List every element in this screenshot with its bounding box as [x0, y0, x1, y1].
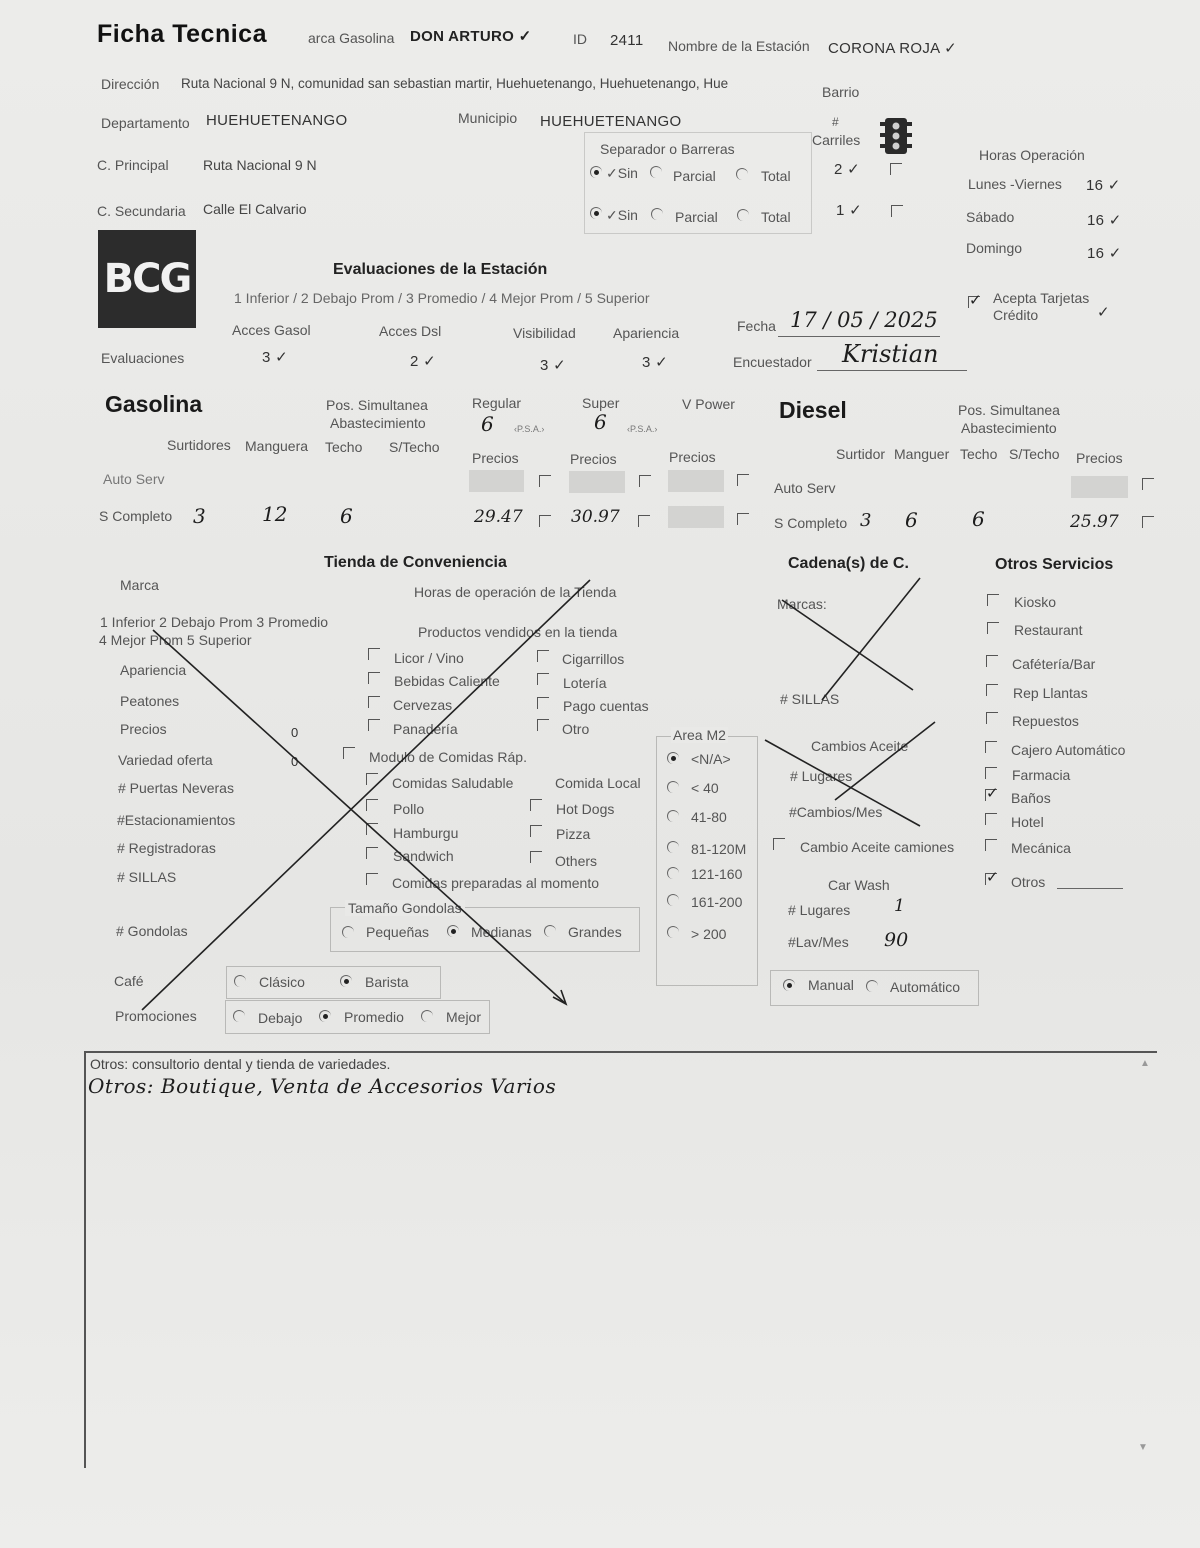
area-opt-5-label: 161-200	[691, 894, 743, 910]
prod-panaderia-checkbox[interactable]	[368, 719, 380, 731]
tienda-left-5: #Estacionamientos	[117, 812, 236, 828]
marca-value[interactable]: DON ARTURO ✓	[410, 28, 532, 45]
tienda-scale-2: 4 Mejor Prom 5 Superior	[99, 632, 252, 648]
prod-bebidas-label: Bebidas Caliente	[394, 673, 500, 689]
sep1-total-label: Total	[761, 168, 791, 184]
notes-typed[interactable]: Otros: consultorio dental y tienda de variedades.	[90, 1056, 391, 1072]
tarjetas-checkbox[interactable]	[968, 296, 980, 308]
gasolina-pos-label: Pos. Simultanea	[326, 397, 428, 413]
tienda-title: Tienda de Conveniencia	[324, 554, 507, 571]
horas-value-1[interactable]: 16 ✓	[1087, 212, 1122, 229]
gas-col-stecho: S/Techo	[389, 439, 440, 455]
notes-top-border	[84, 1051, 1157, 1053]
cafe-barista-label: Barista	[365, 974, 409, 990]
gondola-medianas-radio[interactable]	[447, 925, 459, 937]
municipio-label: Municipio	[458, 110, 518, 126]
area-opt-1-label: < 40	[691, 780, 719, 796]
diesel-pos-label2: Abastecimiento	[961, 420, 1057, 436]
id-value[interactable]: 2411	[610, 32, 644, 49]
prod-loteria-label: Lotería	[563, 675, 607, 691]
prod-cigarrillos-label: Cigarrillos	[562, 651, 625, 667]
tienda-horas-label: Horas de operación de la Tienda	[414, 584, 617, 600]
local-pollo-label: Pollo	[393, 801, 425, 817]
cadena-title: Cadena(s) de C.	[788, 555, 909, 572]
marca-label: arca Gasolina	[308, 30, 395, 46]
diesel-scompleto-techo[interactable]: 6	[972, 507, 985, 531]
local-hotdogs-label: Hot Dogs	[556, 801, 615, 817]
sep1-total-radio[interactable]	[736, 168, 748, 180]
csecundaria-value[interactable]: Calle El Calvario	[203, 201, 307, 217]
local-pizza-checkbox[interactable]	[530, 825, 542, 837]
diesel-title: Diesel	[779, 397, 847, 423]
regular-value[interactable]: 6	[481, 412, 494, 436]
gas-autoserv-vpower-checkbox[interactable]	[737, 474, 749, 486]
cadena-marcas-label: Marcas:	[777, 596, 827, 612]
diesel-col-techo: Techo	[960, 446, 998, 462]
scroll-up-icon[interactable]: ▲	[1140, 1058, 1150, 1069]
promo-mejor-label: Mejor	[446, 1009, 482, 1025]
diesel-scompleto-manguer[interactable]: 6	[905, 508, 918, 532]
gas-autoserv-super-field[interactable]	[569, 471, 625, 493]
gas-scompleto-vpower-field[interactable]	[668, 506, 724, 528]
prod-licor-label: Licor / Vino	[394, 650, 464, 666]
servicio-cajero-label: Cajero Automático	[1011, 742, 1126, 758]
promo-debajo-radio[interactable]	[233, 1010, 245, 1022]
area-title: Area M2	[673, 727, 726, 743]
local-hotdogs-checkbox[interactable]	[530, 799, 542, 811]
municipio-value[interactable]: HUEHUETENANGO	[540, 113, 682, 130]
sep2-total-label: Total	[761, 209, 791, 225]
super-label: Super	[582, 395, 620, 411]
area-opt-3-radio[interactable]	[667, 841, 679, 853]
servicio-hotel-checkbox[interactable]	[985, 813, 997, 825]
eval-col-1-label: Acces Dsl	[379, 323, 442, 339]
encuestador-value[interactable]: Kristian	[842, 340, 939, 368]
servicio-otros-underline	[1057, 888, 1123, 889]
scroll-down-icon[interactable]: ▼	[1138, 1442, 1148, 1453]
servicio-farmacia-checkbox[interactable]	[985, 767, 997, 779]
preparadas-checkbox[interactable]	[366, 873, 378, 885]
promo-label: Promociones	[115, 1008, 197, 1024]
tarjetas-label2: Crédito	[993, 307, 1039, 323]
local-sandwich-checkbox[interactable]	[366, 847, 378, 859]
servicio-restaurant-checkbox[interactable]	[987, 622, 999, 634]
tarjetas-label: Acepta Tarjetas	[993, 290, 1090, 306]
horas-day-2: Domingo	[966, 240, 1023, 256]
prod-panaderia-label: Panadería	[393, 721, 458, 737]
gas-autoserv-super-checkbox[interactable]	[639, 475, 651, 487]
promo-debajo-label: Debajo	[258, 1010, 303, 1026]
servicio-banos-label: Baños	[1011, 790, 1051, 806]
gas-col-surtidores: Surtidores	[167, 437, 231, 453]
evaluaciones-title: Evaluaciones de la Estación	[333, 261, 548, 278]
area-opt-3-label: 81-120M	[691, 841, 747, 857]
cw-automatico-radio[interactable]	[866, 980, 878, 992]
cw-lav-value[interactable]: 90	[884, 929, 909, 951]
gas-scompleto-super-checkbox[interactable]	[638, 515, 650, 527]
servicio-repuestos-checkbox[interactable]	[986, 712, 998, 724]
eval-col-3-value[interactable]: 3 ✓	[642, 354, 668, 371]
carriles-row2[interactable]: 1 ✓	[836, 202, 862, 219]
barrio-label: Barrio	[822, 84, 860, 100]
diesel-autoserv-checkbox[interactable]	[1142, 478, 1154, 490]
area-opt-4-radio[interactable]	[667, 867, 679, 879]
productos-title: Productos vendidos en la tienda	[418, 624, 618, 640]
prod-pago-label: Pago cuentas	[563, 698, 649, 714]
gas-scompleto-surtidores[interactable]: 3	[193, 504, 206, 528]
cw-lugares-value[interactable]: 1	[894, 896, 905, 916]
area-opt-2-radio[interactable]	[667, 810, 679, 822]
tienda-left-8: # Gondolas	[116, 923, 188, 939]
local-hamburgu-label: Hamburgu	[393, 825, 459, 841]
gasolina-title: Gasolina	[105, 391, 203, 417]
gas-precios-super-label: Precios	[570, 451, 617, 467]
area-box	[656, 736, 758, 986]
camiones-checkbox[interactable]	[773, 838, 785, 850]
servicio-cafeteria-checkbox[interactable]	[986, 655, 998, 667]
gondola-pequenas-label: Pequeñas	[366, 924, 430, 940]
gas-col-techo: Techo	[325, 439, 363, 455]
carwash-title: Car Wash	[828, 877, 890, 893]
sep2-sin-radio[interactable]	[590, 207, 602, 219]
promo-promedio-radio[interactable]	[319, 1010, 331, 1022]
gas-precios-vpower-label: Precios	[669, 449, 716, 465]
prod-otro-label: Otro	[562, 721, 590, 737]
gondolas-title: Tamaño Gondolas	[345, 900, 465, 916]
horas-day-0: Lunes -Viernes	[968, 176, 1062, 192]
gondola-pequenas-radio[interactable]	[342, 926, 354, 938]
tienda-scale-1: 1 Inferior 2 Debajo Prom 3 Promedio	[100, 614, 328, 630]
bcg-logo: BCG	[98, 230, 196, 328]
carriles-label: Carriles	[812, 132, 861, 148]
separador-title: Separador o Barreras	[600, 141, 735, 157]
carriles-hash: #	[832, 115, 839, 129]
carriles-row1-checkbox[interactable]	[890, 163, 902, 175]
aceite-title: Cambios Aceite	[811, 738, 909, 754]
servicio-cafeteria-label: Cafétería/Bar	[1012, 656, 1096, 672]
cafe-barista-radio[interactable]	[340, 975, 352, 987]
horas-day-1: Sábado	[966, 209, 1015, 225]
gas-autoserv-vpower-field[interactable]	[668, 470, 724, 492]
diesel-col-precios: Precios	[1076, 450, 1123, 466]
servicio-mecanica-label: Mecánica	[1011, 840, 1071, 856]
tienda-precios-value[interactable]: 0	[291, 725, 299, 740]
modulo-label: Modulo de Comidas Ráp.	[369, 749, 527, 765]
super-psa: ‹P.S.A.›	[627, 424, 658, 434]
promo-mejor-radio[interactable]	[421, 1010, 433, 1022]
servicio-farmacia-label: Farmacia	[1012, 767, 1071, 783]
vpower-label: V Power	[682, 396, 735, 412]
gas-precio-super[interactable]: 30.97	[571, 507, 620, 527]
camiones-label: Cambio Aceite camiones	[800, 839, 955, 855]
local-others-label: Others	[555, 853, 598, 869]
diesel-col-manguer: Manguer	[894, 446, 950, 462]
fecha-underline	[778, 336, 940, 337]
servicio-kiosko-checkbox[interactable]	[987, 594, 999, 606]
cw-lav-label: #Lav/Mes	[788, 934, 849, 950]
tienda-left-4: # Puertas Neveras	[118, 780, 234, 796]
eval-col-2-value[interactable]: 3 ✓	[540, 357, 566, 374]
servicio-repuestos-label: Repuestos	[1012, 713, 1079, 729]
id-label: ID	[573, 31, 587, 47]
cafe-clasico-label: Clásico	[259, 974, 305, 990]
carriles-row2-checkbox[interactable]	[891, 205, 903, 217]
saludable-checkbox[interactable]	[366, 773, 378, 785]
cafe-label: Café	[114, 973, 144, 989]
gondola-medianas-label: Medianas	[471, 924, 532, 940]
nombre-label: Nombre de la Estación	[668, 38, 810, 54]
local-others-checkbox[interactable]	[530, 851, 542, 863]
diesel-scompleto-label: S Completo	[774, 515, 848, 531]
local-pollo-checkbox[interactable]	[366, 799, 378, 811]
regular-psa: ‹P.S.A.›	[514, 424, 545, 434]
cw-manual-radio[interactable]	[783, 979, 795, 991]
form-title: Ficha Tecnica	[97, 20, 267, 48]
tienda-left-0: Apariencia	[120, 662, 187, 678]
cadena-sillas-label: # SILLAS	[780, 691, 840, 707]
area-opt-6-radio[interactable]	[667, 926, 679, 938]
gas-autoserv-regular-field[interactable]	[469, 470, 524, 492]
nombre-value[interactable]: CORONA ROJA ✓	[828, 40, 957, 57]
gasolina-pos-label2: Abastecimiento	[330, 415, 426, 431]
area-opt-4-label: 121-160	[691, 866, 743, 882]
direccion-label: Dirección	[101, 76, 160, 92]
traffic-light-icon	[880, 118, 912, 154]
evaluaciones-scale: 1 Inferior / 2 Debajo Prom / 3 Promedio / 4 Mejor Prom / 5 Superior	[234, 290, 650, 306]
gas-autoserv-label: Auto Serv	[103, 471, 165, 487]
gas-precio-regular[interactable]: 29.47	[474, 507, 523, 527]
diesel-autoserv-field[interactable]	[1071, 476, 1128, 498]
servicio-llantas-label: Rep Llantas	[1013, 685, 1088, 701]
cprincipal-value[interactable]: Ruta Nacional 9 N	[203, 157, 317, 173]
super-value[interactable]: 6	[594, 410, 607, 434]
eval-col-0-value[interactable]: 3 ✓	[262, 349, 288, 366]
gas-col-manguera: Manguera	[245, 438, 309, 454]
servicio-llantas-checkbox[interactable]	[986, 684, 998, 696]
cw-lugares-label: # Lugares	[788, 902, 851, 918]
gas-precios-regular-label: Precios	[472, 450, 519, 466]
fecha-value[interactable]: 17 / 05 / 2025	[790, 308, 938, 332]
diesel-scompleto-checkbox[interactable]	[1142, 516, 1154, 528]
saludable-label: Comidas Saludable	[392, 775, 514, 791]
aceite-cambios-label: #Cambios/Mes	[789, 804, 883, 820]
tienda-marca-label: Marca	[120, 577, 159, 593]
servicio-cajero-checkbox[interactable]	[985, 741, 997, 753]
servicio-kiosko-label: Kiosko	[1014, 594, 1057, 610]
eval-col-2-label: Visibilidad	[513, 325, 576, 341]
diesel-col-stecho: S/Techo	[1009, 446, 1060, 462]
gondola-grandes-radio[interactable]	[544, 925, 556, 937]
prod-loteria-checkbox[interactable]	[537, 673, 549, 685]
cw-automatico-label: Automático	[890, 979, 961, 995]
sep2-parcial-label: Parcial	[675, 209, 718, 225]
servicio-otros-checkbox[interactable]	[985, 873, 997, 885]
area-opt-0-radio[interactable]	[667, 752, 679, 764]
sep1-parcial-label: Parcial	[673, 168, 716, 184]
servicio-restaurant-label: Restaurant	[1014, 622, 1083, 638]
notes-left-border	[84, 1052, 86, 1468]
servicio-banos-checkbox[interactable]	[985, 789, 997, 801]
sep2-total-radio[interactable]	[737, 209, 749, 221]
area-opt-1-radio[interactable]	[667, 781, 679, 793]
fecha-label: Fecha	[737, 318, 776, 334]
prod-otro-checkbox[interactable]	[537, 719, 549, 731]
tarjetas-check: ✓	[1097, 304, 1110, 321]
sep1-parcial-radio[interactable]	[650, 166, 662, 178]
prod-cervezas-checkbox[interactable]	[368, 696, 380, 708]
diesel-scompleto-precio[interactable]: 25.97	[1070, 512, 1119, 532]
local-sandwich-label: Sandwich	[393, 848, 454, 864]
servicio-hotel-label: Hotel	[1011, 814, 1044, 830]
area-opt-5-radio[interactable]	[667, 894, 679, 906]
tienda-left-1: Peatones	[120, 693, 180, 709]
prod-cigarrillos-checkbox[interactable]	[537, 650, 549, 662]
cprincipal-label: C. Principal	[97, 157, 169, 173]
horas-title: Horas Operación	[979, 147, 1085, 163]
prod-bebidas-checkbox[interactable]	[368, 672, 380, 684]
area-opt-2-label: 41-80	[691, 809, 727, 825]
notes-handwritten[interactable]: Otros: Boutique, Venta de Accesorios Varios	[88, 1074, 557, 1098]
sep1-sin-radio[interactable]	[590, 166, 602, 178]
gondola-grandes-label: Grandes	[568, 924, 622, 940]
cw-manual-label: Manual	[808, 977, 854, 993]
sep1-sin-label: ✓Sin	[606, 165, 638, 181]
horas-value-0[interactable]: 16 ✓	[1086, 177, 1121, 194]
prod-cervezas-label: Cervezas	[393, 697, 453, 713]
local-hamburgu-checkbox[interactable]	[366, 823, 378, 835]
cafe-clasico-radio[interactable]	[234, 975, 246, 987]
servicio-otros-label: Otros	[1011, 874, 1046, 890]
otros-servicios-title: Otros Servicios	[995, 556, 1114, 573]
sep2-parcial-radio[interactable]	[651, 208, 663, 220]
diesel-pos-label: Pos. Simultanea	[958, 402, 1060, 418]
sep2-sin-label: ✓Sin	[606, 207, 638, 223]
csecundaria-label: C. Secundaria	[97, 203, 186, 219]
eval-col-3-label: Apariencia	[613, 325, 680, 341]
evaluaciones-row-label: Evaluaciones	[101, 350, 185, 366]
encuestador-underline	[817, 370, 967, 371]
servicio-mecanica-checkbox[interactable]	[985, 839, 997, 851]
direccion-value[interactable]: Ruta Nacional 9 N, comunidad san sebastian martir, Huehuetenango, Huehuetenango, Hue	[181, 76, 729, 91]
departamento-label: Departamento	[101, 115, 190, 131]
gas-scompleto-manguera[interactable]: 12	[262, 502, 288, 526]
aceite-lugares-label: # Lugares	[790, 768, 853, 784]
regular-label: Regular	[472, 395, 522, 411]
promo-promedio-label: Promedio	[344, 1009, 404, 1025]
area-opt-0-label: <N/A>	[691, 751, 731, 767]
eval-col-1-value[interactable]: 2 ✓	[410, 353, 436, 370]
gas-autoserv-regular-checkbox[interactable]	[539, 475, 551, 487]
prod-licor-checkbox[interactable]	[368, 648, 380, 660]
tienda-left-6: # Registradoras	[117, 840, 216, 856]
departamento-value[interactable]: HUEHUETENANGO	[206, 112, 348, 129]
tienda-left-3: Variedad oferta	[118, 752, 213, 768]
eval-col-0-label: Acces Gasol	[232, 322, 311, 338]
horas-value-2[interactable]: 16 ✓	[1087, 245, 1122, 262]
diesel-scompleto-surtidor[interactable]: 3	[860, 510, 872, 531]
diesel-autoserv-label: Auto Serv	[774, 480, 836, 496]
tienda-variedad-value[interactable]: 0	[291, 754, 299, 769]
modulo-checkbox[interactable]	[343, 747, 355, 759]
tienda-left-2: Precios	[120, 721, 167, 737]
encuestador-label: Encuestador	[733, 354, 812, 370]
area-opt-6-label: > 200	[691, 926, 727, 942]
preparadas-label: Comidas preparadas al momento	[392, 875, 599, 891]
local-pizza-label: Pizza	[556, 826, 591, 842]
carriles-row1[interactable]: 2 ✓	[834, 161, 860, 178]
diesel-col-surtidor: Surtidor	[836, 446, 886, 462]
gas-scompleto-label: S Completo	[99, 508, 173, 524]
tienda-left-7: # SILLAS	[117, 869, 177, 885]
gas-scompleto-techo[interactable]: 6	[340, 504, 353, 528]
gas-scompleto-regular-checkbox[interactable]	[539, 515, 551, 527]
comida-local-label: Comida Local	[555, 775, 641, 791]
prod-pago-checkbox[interactable]	[537, 697, 549, 709]
gas-scompleto-vpower-checkbox[interactable]	[737, 513, 749, 525]
